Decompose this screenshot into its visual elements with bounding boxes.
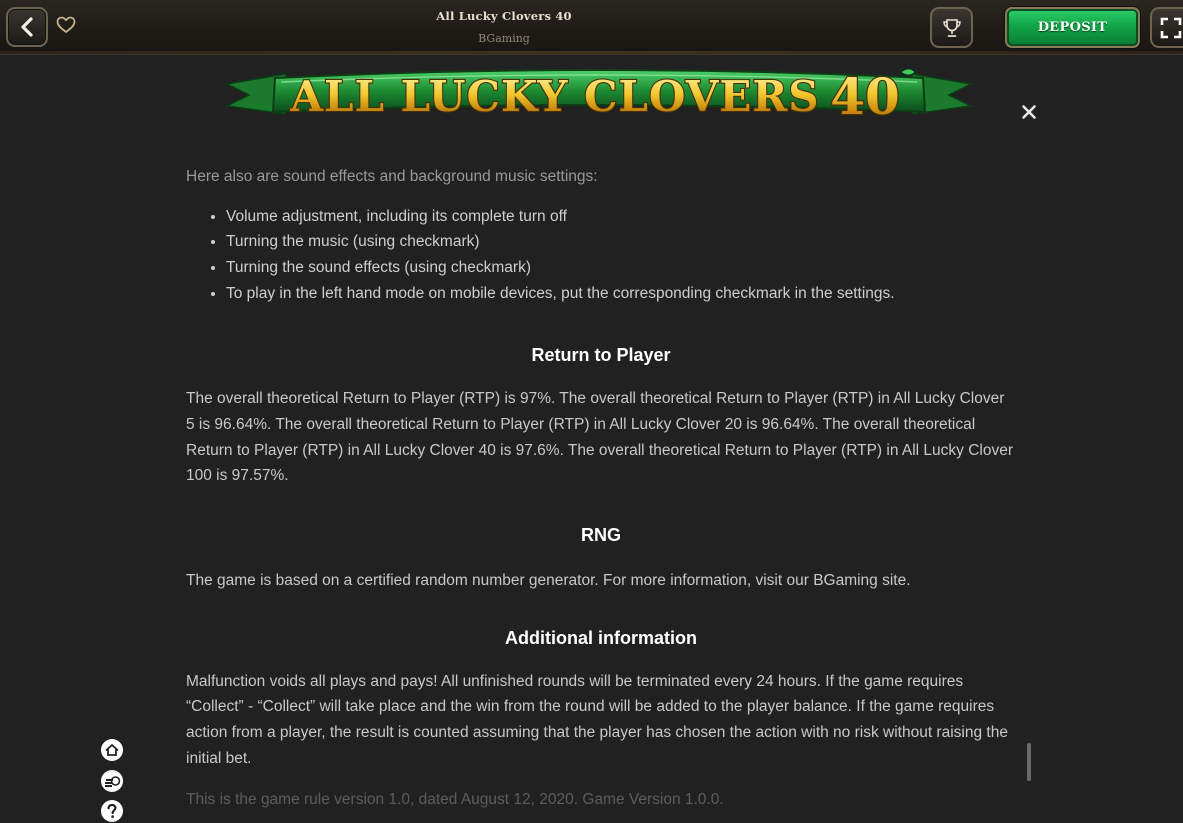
close-icon bbox=[1021, 104, 1037, 120]
home-icon bbox=[100, 738, 124, 762]
sound-settings-intro: Here also are sound effects and background music settings: bbox=[186, 168, 598, 185]
chevron-left-icon bbox=[19, 17, 35, 37]
content-scrollbar[interactable] bbox=[1027, 743, 1031, 781]
top-bar bbox=[0, 0, 1183, 55]
list-item: • To play in the left hand mode on mobile devices, put the corresponding checkmark in the settings. bbox=[226, 281, 1016, 307]
fullscreen-button[interactable] bbox=[1150, 7, 1183, 48]
help-button[interactable] bbox=[100, 799, 124, 823]
logo-text: ALL LUCKY CLOVERS bbox=[290, 72, 820, 121]
game-logo bbox=[225, 64, 973, 130]
list-item: • Turning the sound effects (using checkmark) bbox=[226, 255, 1016, 281]
list-item: • Turning the music (using checkmark) bbox=[226, 229, 1016, 255]
additional-info-text: Malfunction voids all plays and pays! All unfinished rounds will be terminated every 24 hours. If the game requires “Collect” - “Collect” will take place and the win from the round will be added to the player balance. If the game requires action from a player, the result is counted assuming that the player has chosen the action with no risk without raising the initial bet. bbox=[186, 672, 1008, 767]
rtp-heading: Return to Player bbox=[531, 345, 671, 366]
rng-text: The game is based on a certified random number generator. For more information, visit our BGaming site. bbox=[186, 571, 911, 589]
rtp-text: The overall theoretical Return to Player (RTP) is 97%. The overall theoretical Return to Player (RTP) in All Lucky Clover 5 is 96.64%. The overall theoretical Return to Player (RTP) in All Lucky Clover 20 is 96.64%. The overall theoretical Return to Player (RTP) in All Lucky Clover 40 is 97.6%. The overall theoretical Return to Player (RTP) in All Lucky Clover 100 is 97.57%. bbox=[186, 389, 1014, 485]
deposit-button[interactable]: DEPOSIT bbox=[1005, 7, 1140, 48]
favorite-button[interactable] bbox=[54, 14, 78, 36]
trophy-icon bbox=[941, 17, 963, 39]
game-title-block bbox=[380, 9, 628, 45]
clover-leaf-icon bbox=[901, 69, 915, 75]
question-icon bbox=[100, 799, 124, 823]
game-provider: BGaming bbox=[478, 32, 530, 45]
rules-content bbox=[186, 164, 1016, 813]
coin-stack-icon bbox=[100, 769, 124, 793]
home-button[interactable] bbox=[100, 738, 124, 762]
additional-info-heading: Additional information bbox=[505, 627, 697, 648]
heart-icon bbox=[56, 16, 76, 34]
back-button[interactable] bbox=[6, 7, 48, 47]
close-button[interactable] bbox=[1018, 101, 1040, 123]
fullscreen-icon bbox=[1160, 17, 1182, 39]
version-note: This is the game rule version 1.0, dated August 12, 2020. Game Version 1.0.0. bbox=[186, 790, 724, 808]
currency-button[interactable] bbox=[100, 769, 124, 793]
rng-heading: RNG bbox=[581, 525, 621, 546]
list-item: • Volume adjustment, including its complete turn off bbox=[226, 204, 1016, 230]
logo-number: 40 bbox=[830, 67, 900, 126]
sound-settings-list bbox=[186, 204, 1016, 306]
leaderboard-button[interactable] bbox=[930, 7, 973, 48]
game-title: All Lucky Clovers 40 bbox=[436, 9, 572, 23]
